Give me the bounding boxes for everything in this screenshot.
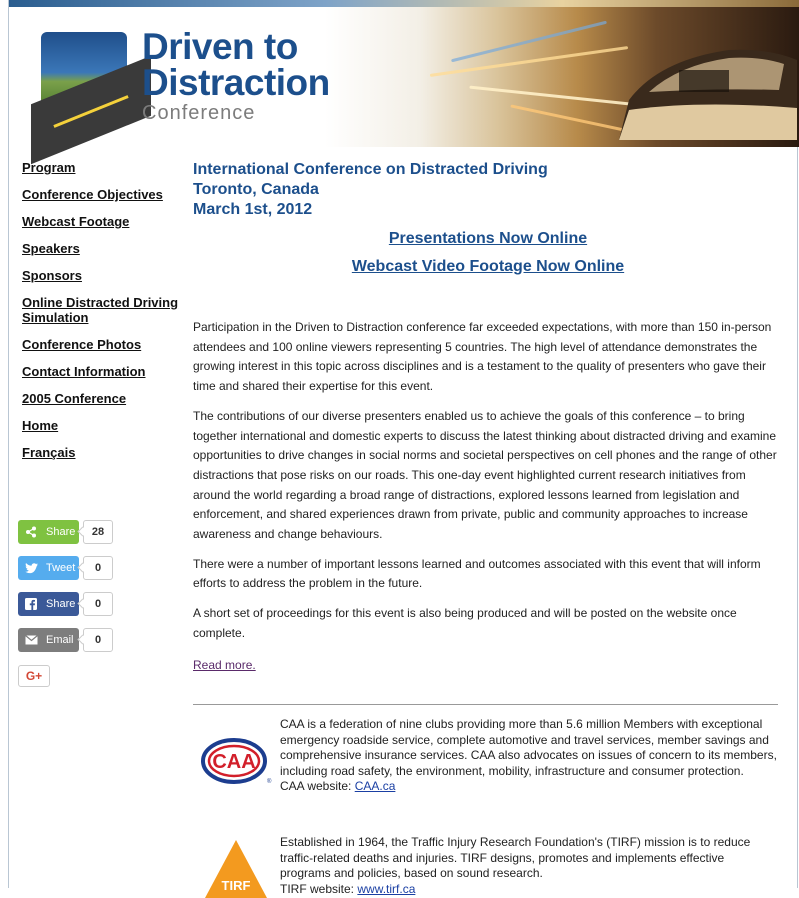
tirf-description: Established in 1964, the Traffic Injury Research Foundation's (TIRF) mission is to reduce traffic-related deaths and injuries. TIRF designs, promotes and implements effective programs and policies, based on sound research. (280, 835, 751, 880)
read-more-link[interactable]: Read more. (193, 657, 256, 672)
caa-website-label: CAA website: (280, 779, 355, 793)
nav-home[interactable]: Home (22, 418, 59, 433)
nav-program[interactable]: Program (22, 160, 76, 175)
webcast-link-wrap (193, 258, 783, 276)
envelope-icon (24, 633, 38, 647)
sponsor-tirf (193, 835, 778, 895)
light-streak (430, 46, 628, 77)
gplus-row (18, 664, 113, 688)
sidebar-nav (22, 160, 187, 472)
share-button[interactable] (18, 520, 79, 544)
email-label: Email (46, 634, 74, 646)
tirf-website-link[interactable]: www.tirf.ca (357, 881, 416, 896)
logo-road-icon (41, 32, 127, 122)
main-content (193, 160, 783, 674)
twitter-icon (24, 561, 38, 575)
tirf-logo-text: TIRF (221, 878, 251, 893)
share-count: 28 (83, 520, 113, 544)
email-count: 0 (83, 628, 113, 652)
presentations-link-wrap (193, 230, 783, 248)
facebook-share-button[interactable] (18, 592, 79, 616)
contributions-paragraph: The contributions of our diverse presenters enabled us to achieve the goals of this conference – to bring together international and domestic experts to discuss the latest thinking about distracted driving and examine opportunities to drive changes in social norms and societal perspectives on cell phones and the range of other distractions that pose risks on our roads. This one-day event highlighted current research initiatives from around the world regarding a broad range of distractions, explored lessons learned from legislation and enforcement, and shared experiences drawn from private, public and community approaches to increase awareness and change behaviours. (193, 408, 777, 542)
nav-speakers[interactable]: Speakers (22, 241, 80, 256)
tweet-label: Tweet (46, 562, 76, 574)
brand-title-line2: Distraction (142, 62, 330, 103)
caa-description-block (280, 717, 778, 795)
banner-top-rule (9, 0, 799, 7)
email-row (18, 628, 113, 652)
social-share-panel (18, 520, 113, 700)
nav-conference-photos[interactable]: Conference Photos (22, 337, 142, 352)
caa-logo[interactable] (201, 737, 271, 787)
tirf-logo[interactable] (203, 838, 269, 898)
tirf-website-label: TIRF website: (280, 881, 358, 896)
section-divider (193, 704, 778, 705)
page-frame (8, 0, 798, 896)
share-row (18, 520, 113, 544)
google-plus-button[interactable]: G+ (18, 665, 50, 687)
facebook-share-label: Share (46, 598, 76, 610)
conference-title: International Conference on Distracted Driving (193, 161, 548, 178)
tirf-description-block (280, 835, 778, 897)
nav-conference-objectives[interactable]: Conference Objectives (22, 187, 163, 202)
email-button[interactable] (18, 628, 79, 652)
svg-text:®: ® (267, 779, 272, 785)
brand-subtitle: Conference (142, 102, 256, 124)
conference-date: March 1st, 2012 (193, 201, 313, 218)
webcast-link[interactable]: Webcast Video Footage Now Online (351, 258, 625, 275)
lessons-paragraph: There were a number of important lessons learned and outcomes associated with this event that will inform efforts to address the problem in the future. (193, 556, 761, 591)
proceedings-paragraph: A short set of proceedings for this event is also being produced and will be posted on the website once complete. (193, 606, 737, 640)
caa-logo-text: CAA (212, 751, 256, 773)
caa-description: CAA is a federation of nine clubs providing more than 5.6 million Members with exceptional emergency roadside service, complete automotive and travel services, member savings and comprehensive insurance services. CAA also advocates on issues of concern to its members, including road safety, the environment, mobility, infrastructure and consumer protection. (280, 717, 777, 778)
tweet-button[interactable] (18, 556, 79, 580)
nav-online-simulation[interactable]: Online Distracted Driving Simulation (22, 295, 179, 325)
intro-paragraph: Participation in the Driven to Distraction conference far exceeded expectations, with more than 150 in-person attendees and 100 online viewers representing 5 countries. The high level of attendance demonstrates the growing interest in this topic across disciplines and is a testament to the quality of presenters who gave their time and shared their expertise for this event. (193, 320, 772, 394)
presentations-link[interactable]: Presentations Now Online (388, 230, 588, 247)
car-image-icon (619, 30, 799, 140)
facebook-row (18, 592, 113, 616)
share-label: Share (46, 526, 76, 538)
facebook-count: 0 (83, 592, 113, 616)
light-streak (451, 21, 607, 63)
nav-contact-information[interactable]: Contact Information (22, 364, 146, 379)
facebook-icon (24, 597, 38, 611)
header-banner (9, 0, 799, 147)
brand-title-line1: Driven to (142, 26, 298, 67)
caa-website-link[interactable]: CAA.ca (354, 779, 396, 793)
nav-sponsors[interactable]: Sponsors (22, 268, 82, 283)
sponsor-caa (193, 717, 778, 817)
conference-location: Toronto, Canada (193, 181, 319, 198)
nav-francais[interactable]: Français (22, 445, 76, 460)
nav-webcast-footage[interactable]: Webcast Footage (22, 214, 130, 229)
tweet-row (18, 556, 113, 580)
nav-2005-conference[interactable]: 2005 Conference (22, 391, 127, 406)
tweet-count: 0 (83, 556, 113, 580)
share-icon (24, 525, 38, 539)
